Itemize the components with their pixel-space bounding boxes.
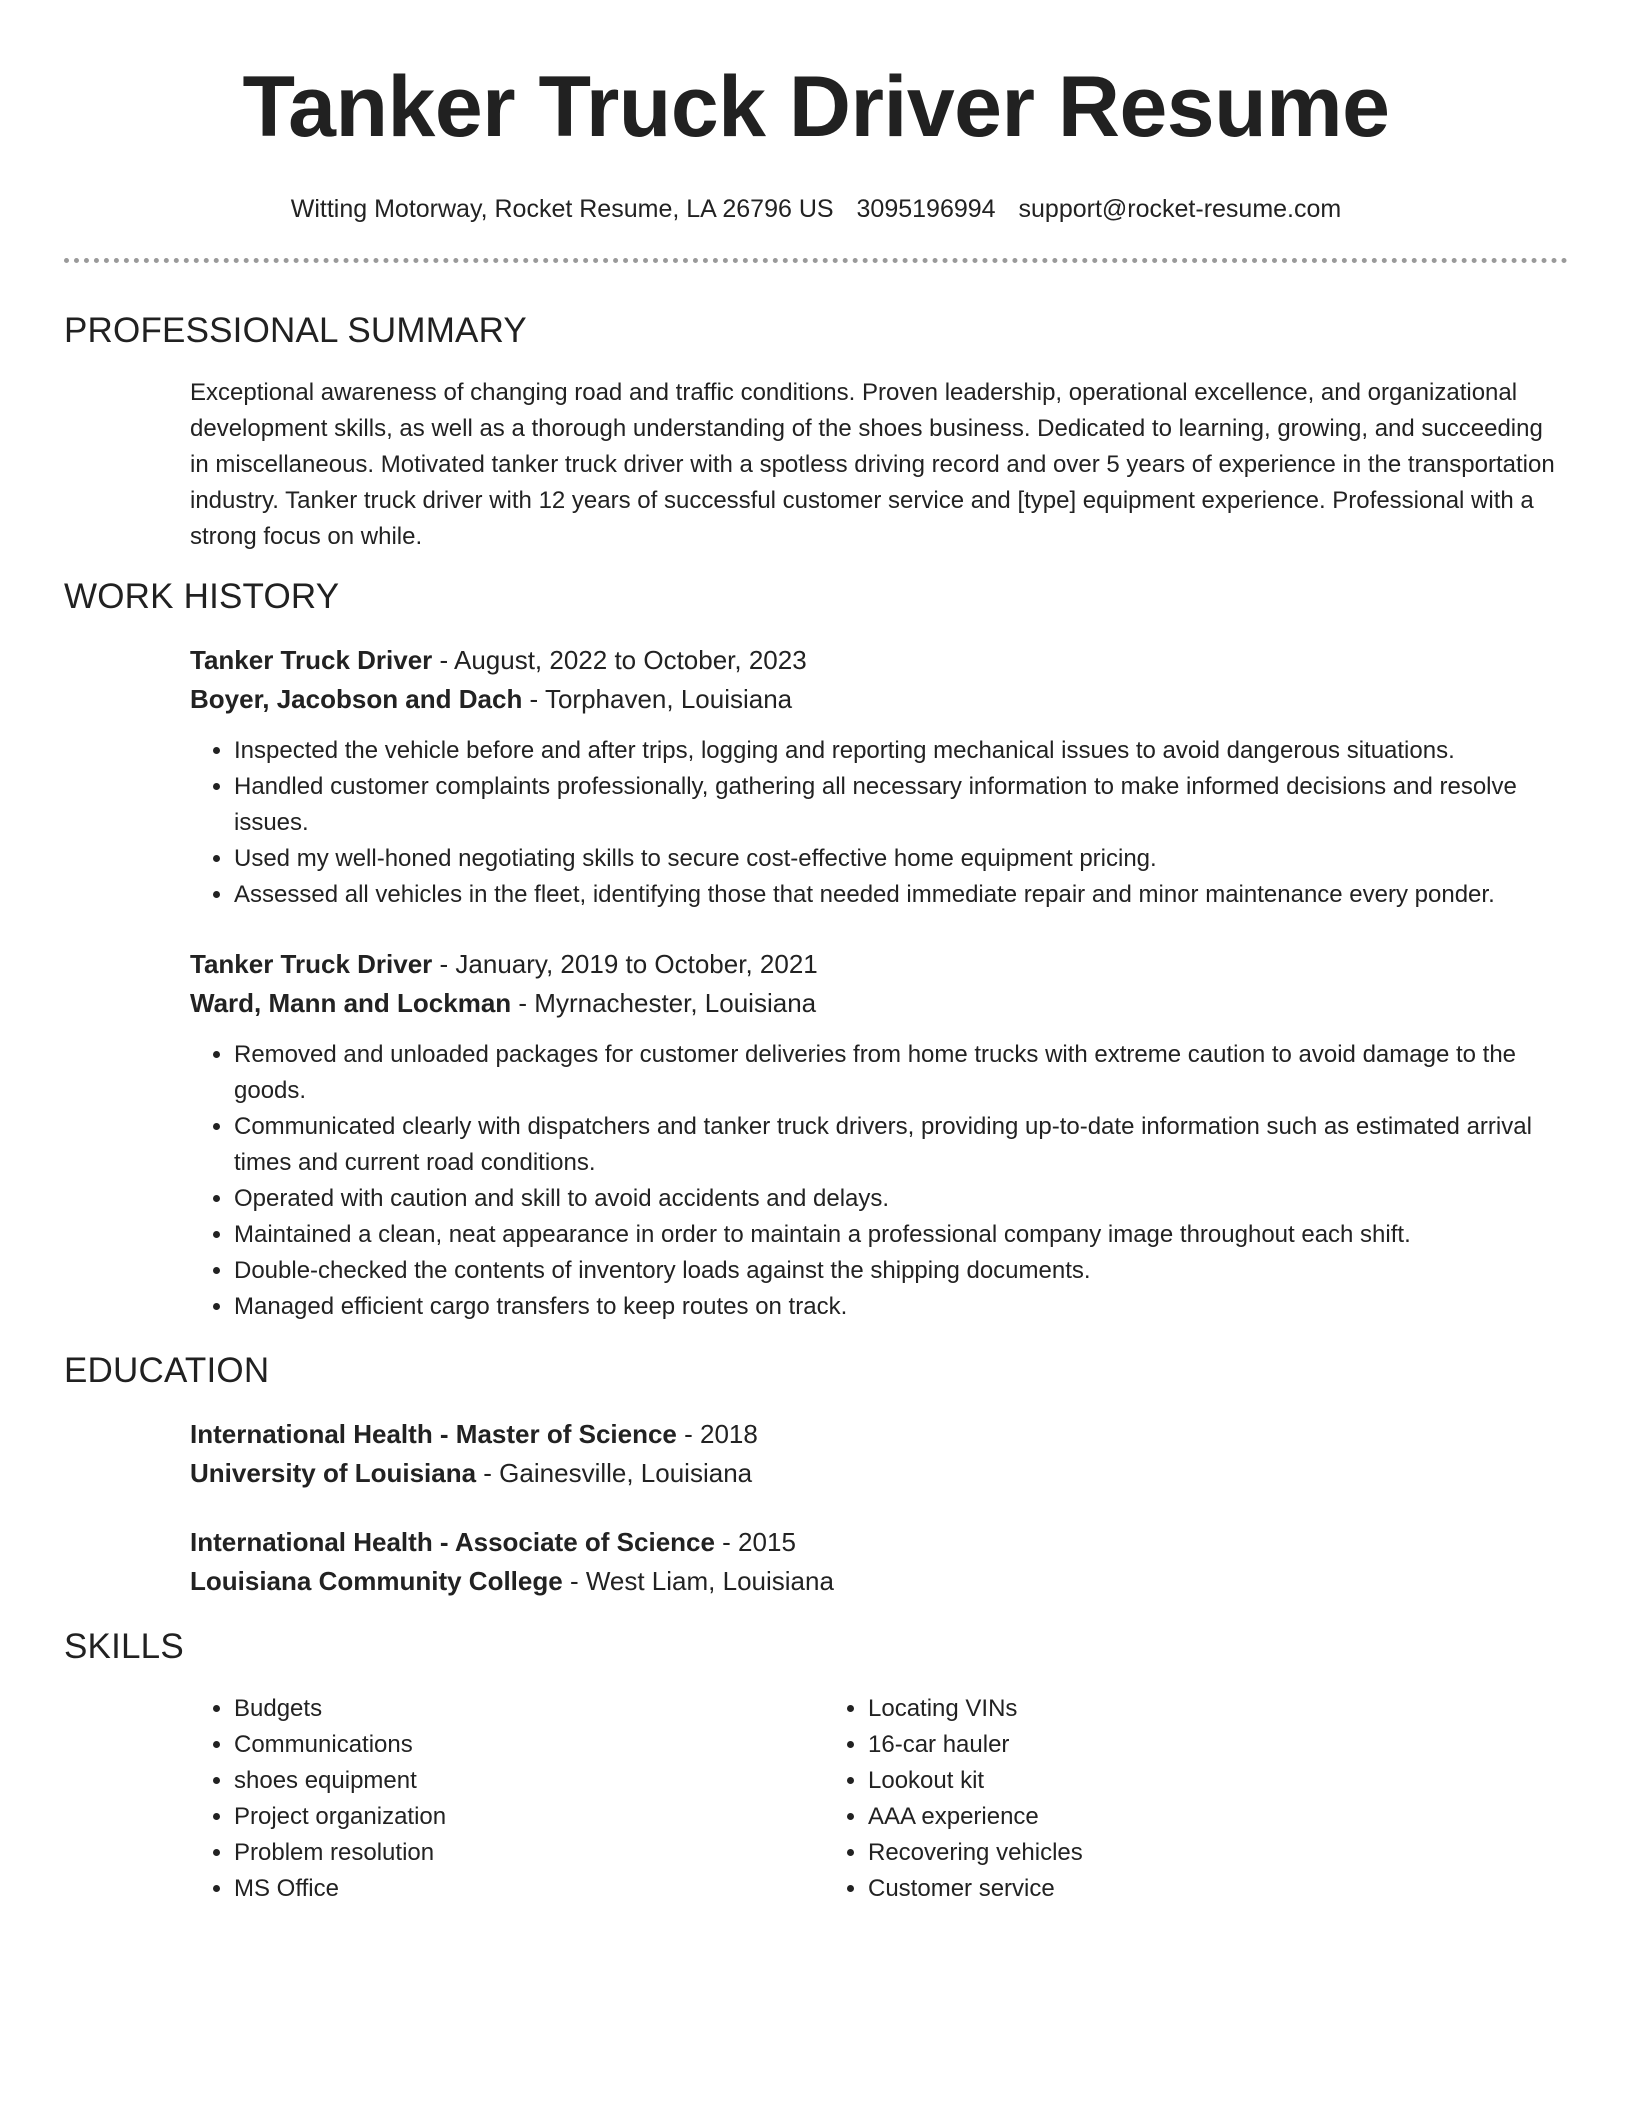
skill-item: • Communications (234, 1727, 824, 1763)
skill-item: • Project organization (234, 1799, 824, 1835)
skill-item: • MS Office (234, 1871, 824, 1907)
skill-item: • Lookout kit (868, 1763, 1458, 1799)
job-location: - Torphaven, Louisiana (522, 684, 793, 714)
skill-item: • Recovering vehicles (868, 1835, 1458, 1871)
skill-item: • Problem resolution (234, 1835, 824, 1871)
skill-item: • Customer service (868, 1871, 1458, 1907)
resume-title: Tanker Truck Driver Resume (242, 59, 1390, 155)
skill-item: • 16-car hauler (868, 1727, 1458, 1763)
job-bullet: • Assessed all vehicles in the fleet, identifying those that needed immediate repair and minor maintenance every ponder. (234, 877, 1568, 913)
job-bullet: • Managed efficient cargo transfers to keep routes on track. (234, 1289, 1568, 1325)
skill-item: • Locating VINs (868, 1691, 1458, 1727)
education-degree-line (190, 1523, 1568, 1562)
skill-item: • AAA experience (868, 1799, 1458, 1835)
job-bullet: • Removed and unloaded packages for customer deliveries from home trucks with extreme caution to avoid damage to the goods. (234, 1037, 1568, 1109)
summary-section (64, 375, 1568, 555)
education-location: - Gainesville, Louisiana (476, 1458, 753, 1488)
skill-item: • shoes equipment (234, 1763, 824, 1799)
job-bullet: • Inspected the vehicle before and after trips, logging and reporting mechanical issues to avoid dangerous situations. (234, 733, 1568, 769)
skills-list-right (824, 1691, 1458, 1907)
education-school: Louisiana Community College (190, 1566, 563, 1596)
job-bullet: • Maintained a clean, neat appearance in order to maintain a professional company image throughout each shift. (234, 1217, 1568, 1253)
skills-list-left (190, 1691, 824, 1907)
education-location: - West Liam, Louisiana (562, 1566, 834, 1596)
skills-columns (190, 1691, 1568, 1907)
work-history-section (64, 641, 1568, 1325)
job-entry (190, 945, 1568, 1325)
contact-phone: 3095196994 (856, 195, 996, 223)
job-company: Boyer, Jacobson and Dach (190, 684, 523, 714)
contact-line (64, 192, 1568, 226)
job-title: Tanker Truck Driver (190, 949, 433, 979)
skills-heading: SKILLS (64, 1627, 184, 1666)
job-bullets (190, 733, 1568, 913)
education-section (64, 1415, 1568, 1601)
header-divider (64, 258, 1568, 263)
job-dates: - August, 2022 to October, 2023 (432, 645, 807, 675)
job-bullet: • Communicated clearly with dispatchers and tanker truck drivers, providing up-to-date information such as estimated arrival times and current road conditions. (234, 1109, 1568, 1181)
job-title-line (190, 945, 1568, 984)
job-company-line (190, 680, 1568, 719)
education-degree: International Health - Associate of Science (190, 1527, 715, 1557)
job-entry (190, 641, 1568, 913)
job-dates: - January, 2019 to October, 2021 (432, 949, 818, 979)
job-company: Ward, Mann and Lockman (190, 988, 512, 1018)
education-entry (190, 1415, 1568, 1493)
education-school-line (190, 1454, 1568, 1493)
education-year: - 2018 (676, 1419, 758, 1449)
education-year: - 2015 (714, 1527, 796, 1557)
education-school: University of Louisiana (190, 1458, 477, 1488)
summary-text: Exceptional awareness of changing road and traffic conditions. Proven leadership, operational excellence, and organizational development skills, as well as a thorough understanding of the shoes business. Dedicated to learning, growing, and succeeding in miscellaneous. Motivated tanker truck driver with a spotless driving record and over 5 years of experience in the transportation industry. Tanker truck driver with 12 years of successful customer service and [type] equipment experience. Professional with a strong focus on while. (190, 379, 1555, 550)
education-school-line (190, 1562, 1568, 1601)
education-degree: International Health - Master of Science (190, 1419, 677, 1449)
job-company-line (190, 984, 1568, 1023)
contact-address: Witting Motorway, Rocket Resume, LA 26796 US (290, 195, 834, 223)
education-heading: EDUCATION (64, 1351, 270, 1390)
contact-email[interactable]: support@rocket-resume.com (1018, 195, 1342, 223)
job-bullet: • Double-checked the contents of inventory loads against the shipping documents. (234, 1253, 1568, 1289)
education-entry (190, 1523, 1568, 1601)
work-history-heading: WORK HISTORY (64, 577, 340, 616)
job-bullets (190, 1037, 1568, 1325)
skills-section (64, 1691, 1568, 1907)
job-location: - Myrnachester, Louisiana (511, 988, 817, 1018)
skill-item: • Budgets (234, 1691, 824, 1727)
job-title: Tanker Truck Driver (190, 645, 433, 675)
job-bullet: • Used my well-honed negotiating skills to secure cost-effective home equipment pricing. (234, 841, 1568, 877)
education-degree-line (190, 1415, 1568, 1454)
job-bullet: • Operated with caution and skill to avoid accidents and delays. (234, 1181, 1568, 1217)
job-bullet: • Handled customer complaints professionally, gathering all necessary information to make informed decisions and resolve issues. (234, 769, 1568, 841)
job-title-line (190, 641, 1568, 680)
summary-heading: PROFESSIONAL SUMMARY (64, 311, 527, 350)
